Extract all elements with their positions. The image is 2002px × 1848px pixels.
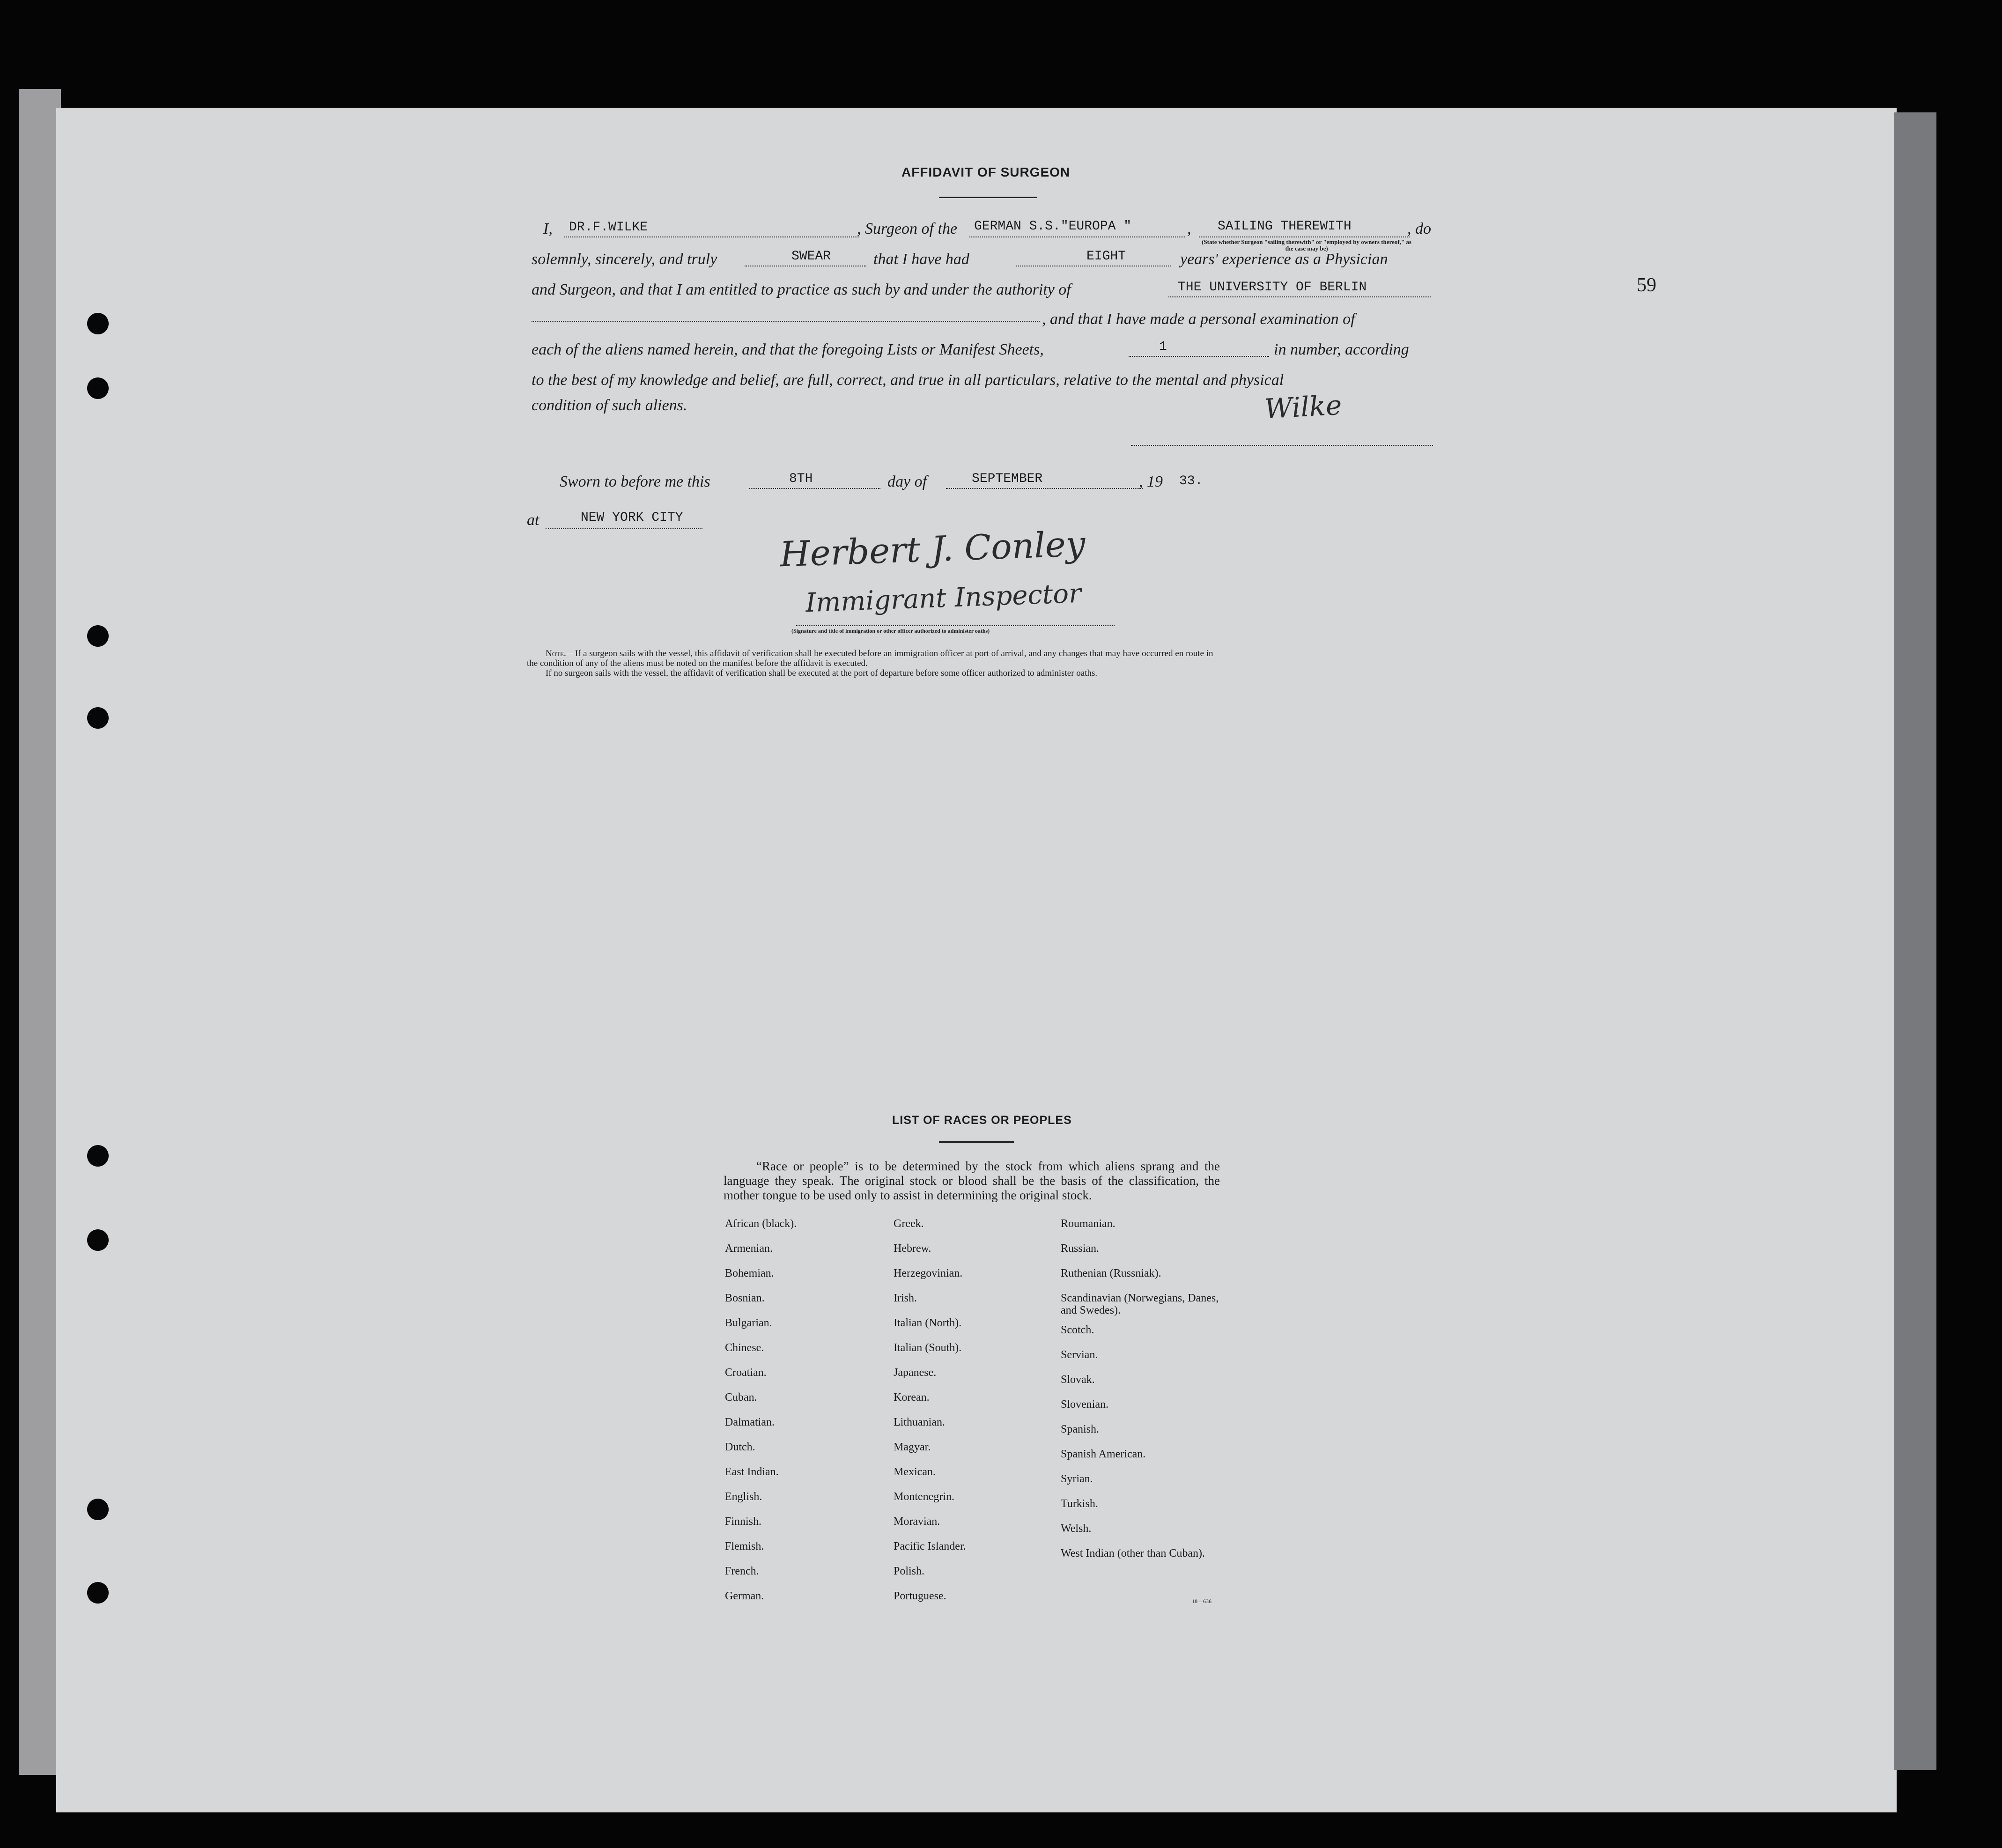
race-item: Italian (North). [894, 1317, 962, 1329]
punch-hole [87, 1229, 109, 1251]
field-line [749, 488, 880, 489]
sworn-month: SEPTEMBER [972, 472, 1043, 486]
race-item: Spanish. [1061, 1423, 1100, 1435]
scan-right-edge [1894, 112, 1936, 1770]
race-item: Japanese. [894, 1367, 937, 1379]
race-item: Scandinavian (Norwegians, Danes, and Swedes). [1061, 1292, 1219, 1316]
sheet-count: 1 [1159, 340, 1167, 354]
race-item: Spanish American. [1061, 1448, 1146, 1460]
surgeon-name: DR.F.WILKE [569, 220, 648, 235]
race-item: Hebrew. [894, 1242, 931, 1255]
affidavit-line1-mid: , Surgeon of the [857, 220, 958, 237]
race-item: Scotch. [1061, 1324, 1094, 1336]
race-item: Irish. [894, 1292, 917, 1304]
sailing-status: SAILING THEREWITH [1218, 219, 1352, 234]
race-item: Moravian. [894, 1515, 940, 1528]
surgeon-signature: Wilke [1263, 389, 1343, 425]
sworn-mid: day of [887, 473, 927, 490]
race-item: Herzegovinian. [894, 1267, 963, 1279]
punch-hole [87, 625, 109, 647]
races-column-2 [894, 1218, 966, 1615]
race-item: Slovak. [1061, 1374, 1095, 1386]
race-item: Portuguese. [894, 1590, 946, 1602]
note-lead: Note. [546, 649, 566, 658]
vessel-name: GERMAN S.S."EUROPA " [974, 219, 1132, 234]
punch-hole [87, 377, 109, 399]
race-item: Finnish. [725, 1515, 762, 1528]
place-value: NEW YORK CITY [581, 510, 683, 525]
race-item: Polish. [894, 1565, 925, 1577]
affidavit-title: AFFIDAVIT OF SURGEON [901, 165, 1071, 179]
affidavit-line3-pre: and Surgeon, and that I am entitled to practice as such by and under the authority of [532, 281, 1071, 298]
race-item: Ruthenian (Russniak). [1061, 1267, 1161, 1279]
race-item: Bosnian. [725, 1292, 765, 1304]
scan-left-edge [19, 89, 61, 1775]
form-code: 18—636 [1192, 1598, 1212, 1604]
title-underline [939, 197, 1037, 198]
races-column-1 [725, 1218, 797, 1615]
race-item: French. [725, 1565, 759, 1577]
race-item: Chinese. [725, 1342, 764, 1354]
race-item: German. [725, 1590, 764, 1602]
affidavit-line4: , and that I have made a personal examination of [1042, 310, 1355, 328]
document-sheet [56, 108, 1897, 1812]
race-item: Turkish. [1061, 1498, 1098, 1510]
field-line [946, 488, 1143, 489]
affidavit-line1-sep: , [1187, 220, 1191, 237]
race-item: Dutch. [725, 1441, 755, 1453]
note-line2: the condition of any of the aliens must be noted on the manifest before the affidavit is executed. [527, 658, 868, 668]
sworn-year-prefix: , 19 [1139, 473, 1163, 490]
race-item: Italian (South). [894, 1342, 962, 1354]
race-item: Dalmatian. [725, 1416, 775, 1428]
affidavit-line1-end: , do [1407, 220, 1431, 237]
punch-hole [87, 1582, 109, 1604]
race-item: Russian. [1061, 1242, 1100, 1255]
affidavit-line5-pre: each of the aliens named herein, and that the foregoing Lists or Manifest Sheets, [532, 341, 1044, 358]
race-item: Mexican. [894, 1466, 936, 1478]
race-item: Welsh. [1061, 1523, 1092, 1535]
race-item: Bulgarian. [725, 1317, 772, 1329]
race-item: West Indian (other than Cuban). [1061, 1547, 1205, 1560]
note-line3: If no surgeon sails with the vessel, the affidavit of verification shall be executed at the port of departure before some officer authorized to administer oaths. [546, 668, 1098, 678]
field-line [532, 321, 1040, 322]
sworn-day: 8TH [789, 472, 813, 486]
race-item: Armenian. [725, 1242, 773, 1255]
affidavit-line6: to the best of my knowledge and belief, are full, correct, and true in all particulars, relative to the mental and physical [532, 371, 1284, 389]
sworn-pre: Sworn to before me this [560, 473, 710, 490]
race-item: East Indian. [725, 1466, 779, 1478]
sworn-year-suffix: 33. [1179, 474, 1203, 488]
race-item: African (black). [725, 1218, 797, 1230]
race-item: Pacific Islander. [894, 1540, 966, 1552]
race-item: Syrian. [1061, 1473, 1093, 1485]
affidavit-line2-mid: that I have had [873, 251, 969, 268]
race-item: Slovenian. [1061, 1398, 1108, 1411]
page-number: 59 [1637, 274, 1656, 296]
officer-signature: Herbert J. Conley [779, 524, 1086, 575]
affidavit-line2-pre: solemnly, sincerely, and truly [532, 251, 717, 268]
punch-hole [87, 1499, 109, 1520]
affidavit-line2-end: years' experience as a Physician [1180, 251, 1388, 268]
sailing-hint: (State whether Surgeon "sailing therewith" or "employed by owners thereof," as the case may be) [1202, 238, 1411, 252]
signature-line [796, 625, 1115, 626]
race-item: Servian. [1061, 1349, 1098, 1361]
race-item: Bohemian. [725, 1267, 774, 1279]
race-item: Montenegrin. [894, 1491, 954, 1503]
officer-title-handwritten: Immigrant Inspector [805, 578, 1082, 619]
race-item: Greek. [894, 1218, 924, 1230]
note-line1-text: —If a surgeon sails with the vessel, this affidavit of verification shall be executed before an immigration officer at port of arrival, and any changes that may have occurred en route in [566, 649, 1213, 658]
punch-hole [87, 707, 109, 729]
signature-caption: (Signature and title of immigration or other officer authorized to administer oaths) [791, 628, 990, 634]
punch-hole [87, 1145, 109, 1167]
oath-type: SWEAR [791, 249, 831, 264]
race-item: Korean. [894, 1391, 930, 1404]
field-line [1168, 296, 1431, 297]
race-item: Magyar. [894, 1441, 931, 1453]
field-line [1129, 356, 1269, 357]
race-item: Roumanian. [1061, 1218, 1116, 1230]
affidavit-line7: condition of such aliens. [532, 397, 687, 414]
place-pre: at [527, 511, 539, 529]
races-column-3 [1061, 1218, 1239, 1567]
punch-hole [87, 313, 109, 334]
race-item: Lithuanian. [894, 1416, 945, 1428]
races-title: LIST OF RACES OR PEOPLES [892, 1114, 1072, 1127]
affidavit-line1-pre: I, [543, 220, 553, 237]
affidavit-line5-end: in number, according [1274, 341, 1409, 358]
race-item: Croatian. [725, 1367, 767, 1379]
race-item: Flemish. [725, 1540, 764, 1552]
years-experience: EIGHT [1086, 249, 1126, 264]
races-intro: “Race or people” is to be determined by the stock from which aliens sprang and the language they speak. The original stock or blood shall be the basis of the classification, the mother tongue to be used only to assist in determining the original stock. [724, 1159, 1220, 1202]
note-line1 [546, 649, 1213, 658]
authority-name: THE UNIVERSITY OF BERLIN [1178, 280, 1367, 295]
races-title-underline [939, 1141, 1014, 1143]
field-line [546, 528, 702, 529]
race-item: Cuban. [725, 1391, 757, 1404]
signature-line [1131, 445, 1433, 446]
race-item: English. [725, 1491, 762, 1503]
